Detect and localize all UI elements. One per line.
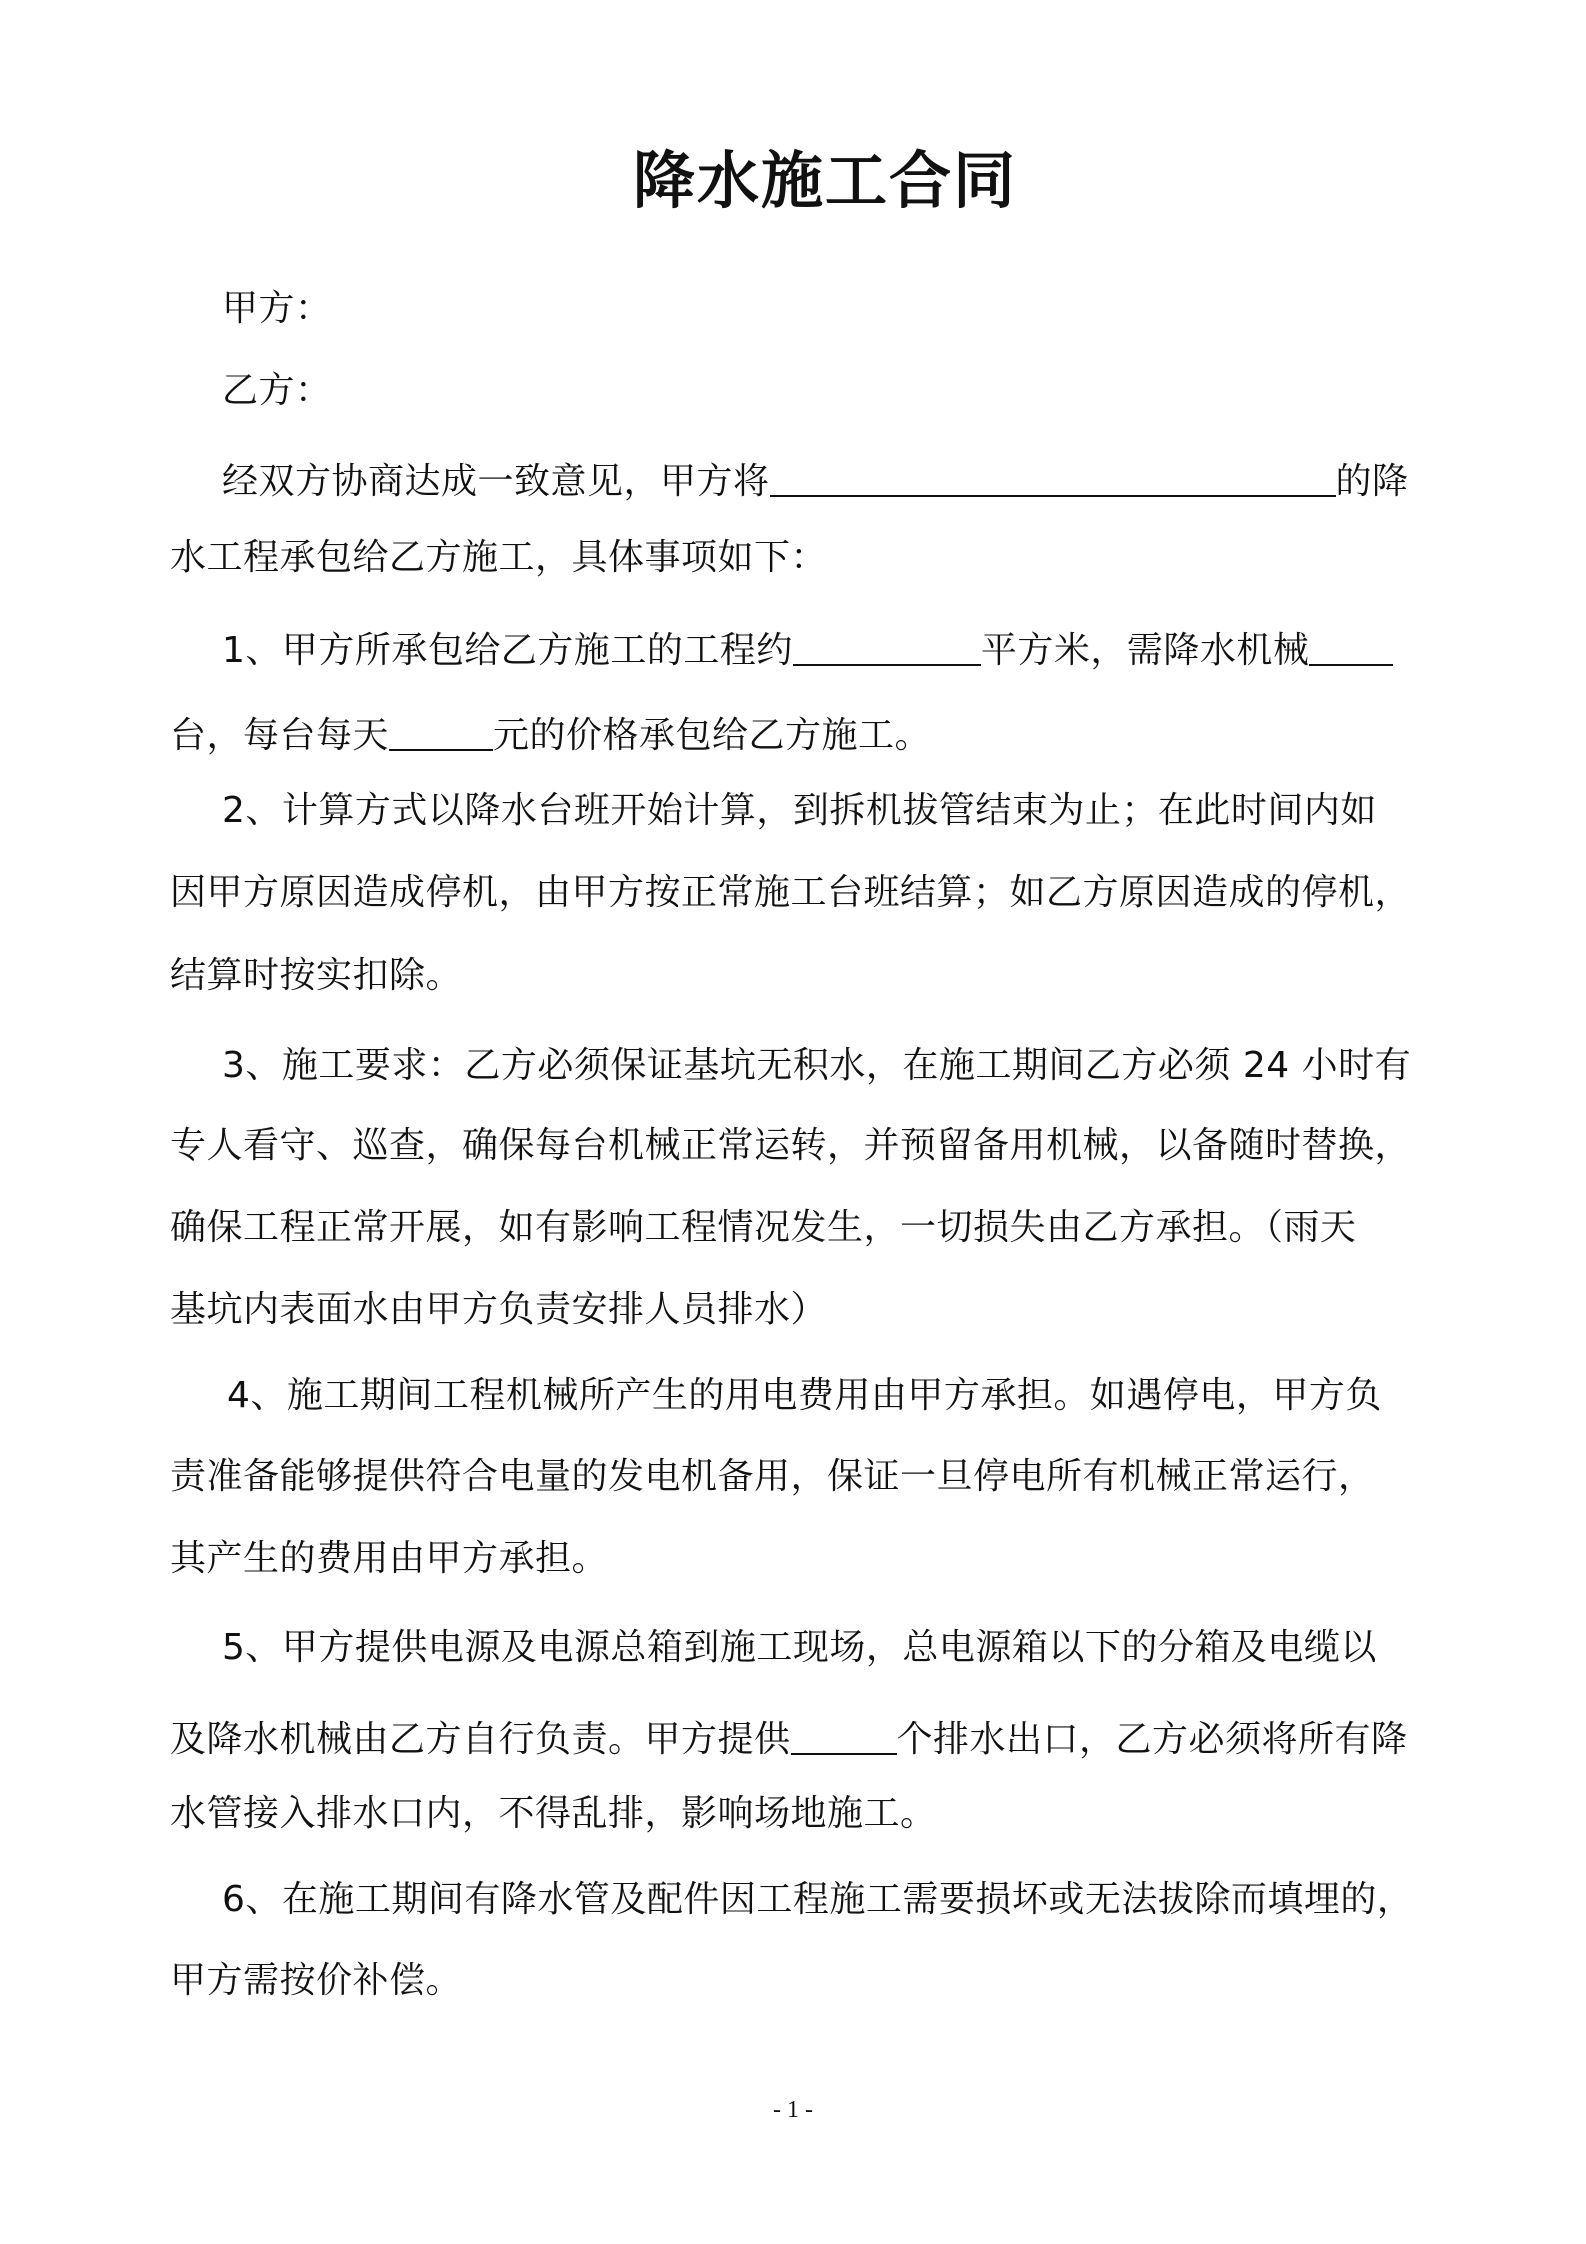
- intro-text-before-blank: 经双方协商达成一致意见，甲方将: [222, 461, 770, 502]
- clause-4-line-1: 4、施工期间工程机械所产生的用电费用由甲方承担。如遇停电，甲方负: [227, 1375, 1382, 1416]
- clause-5-line-3: 水管接入排水口内，不得乱排，影响场地施工。: [170, 1793, 937, 1834]
- area-blank: [793, 634, 981, 666]
- machine-count-blank: [1309, 634, 1393, 666]
- clause-6-line-1: 6、在施工期间有降水管及配件因工程施工需要损坏或无法拔除而填埋的，: [222, 1879, 1414, 1920]
- clause-3-line-3: 确保工程正常开展，如有影响工程情况发生，一切损失由乙方承担。（雨天: [170, 1207, 1357, 1248]
- intro-line-2: 水工程承包给乙方施工，具体事项如下：: [170, 537, 828, 578]
- clause-1-text-d: 元的价格承包给乙方施工。: [493, 715, 932, 756]
- clause-3-line-4: 基坑内表面水由甲方负责安排人员排水）: [170, 1289, 828, 1330]
- clause-5-line-2: [170, 1719, 1408, 1758]
- project-name-blank: [770, 465, 1336, 497]
- clause-1-line-1: [222, 630, 1393, 669]
- clause-1-text-c: 台，每台每天: [170, 715, 390, 756]
- party-b-label: 乙方：: [222, 370, 332, 411]
- clause-5-text-b: 个排水出口，乙方必须将所有降: [896, 1719, 1408, 1760]
- clause-3-line-2: 专人看守、巡查，确保每台机械正常运转，并预留备用机械，以备随时替换，: [170, 1125, 1412, 1166]
- clause-1-text-b: 平方米，需降水机械: [980, 630, 1310, 671]
- clause-4-line-2: 责准备能够提供符合电量的发电机备用，保证一旦停电所有机械正常运行，: [170, 1456, 1375, 1497]
- document-title: 降水施工合同: [632, 144, 1017, 217]
- clause-5-text-a: 及降水机械由乙方自行负责。甲方提供: [170, 1719, 791, 1760]
- clause-2-line-2: 因甲方原因造成停机，由甲方按正常施工台班结算；如乙方原因造成的停机，: [170, 872, 1412, 913]
- clause-6-line-2: 甲方需按价补偿。: [170, 1960, 463, 2001]
- clause-1-line-2: [170, 715, 931, 754]
- clause-4-line-3: 其产生的费用由甲方承担。: [170, 1538, 609, 1579]
- daily-price-blank: [389, 719, 493, 751]
- clause-2-line-1: 2、计算方式以降水台班开始计算，到拆机拔管结束为止；在此时间内如: [222, 790, 1377, 831]
- clause-5-line-1: 5、甲方提供电源及电源总箱到施工现场，总电源箱以下的分箱及电缆以: [222, 1627, 1377, 1668]
- clause-3-line-1: 3、施工要求：乙方必须保证基坑无积水，在施工期间乙方必须 24 小时有: [222, 1045, 1412, 1086]
- clause-1-text-a: 1、甲方所承包给乙方施工的工程约: [222, 630, 793, 671]
- outlet-count-blank: [791, 1723, 897, 1755]
- clause-2-line-3: 结算时按实扣除。: [170, 955, 463, 996]
- party-a-label: 甲方：: [222, 288, 332, 329]
- intro-line-1: [222, 461, 1409, 500]
- page-number: - 1 -: [773, 2097, 813, 2123]
- intro-text-after-blank: 的降: [1335, 461, 1409, 502]
